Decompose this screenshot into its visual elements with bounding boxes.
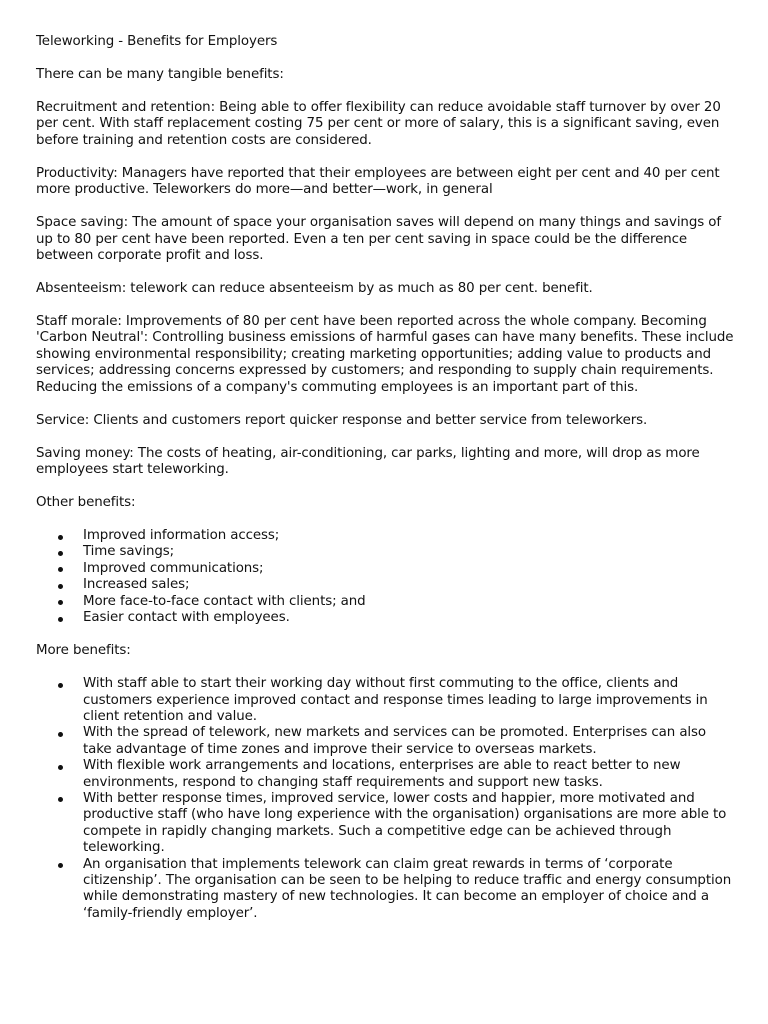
list-item-text: Time savings; <box>83 544 175 560</box>
list-item <box>36 791 736 857</box>
more-benefits-list <box>36 676 736 922</box>
more-benefits-heading: More benefits: <box>36 643 131 659</box>
list-item-text: Improved communications; <box>83 560 264 576</box>
bullet-icon <box>58 732 63 737</box>
list-item-text: An organisation that implements telework can claim great rewards in terms of ‘corporate citizenship’. The organisation can be seen to be helping to reduce traffic and energy consumption while demonstrating mastery of new technologies. It can become an employer of choice and a ‘family-friendly employer’. <box>83 856 732 921</box>
document-title: Teleworking - Benefits for Employers <box>36 34 278 49</box>
list-item <box>36 561 736 577</box>
bullet-icon <box>58 765 63 770</box>
list-item-text: More face-to-face contact with clients; and <box>83 593 366 609</box>
list-item-text: Increased sales; <box>83 577 190 593</box>
list-item-text: With staff able to start their working day without first commuting to the office, clients and customers experience improved contact and response times leading to large improvements in client retention and value. <box>83 676 708 724</box>
bullet-icon <box>58 863 63 868</box>
list-item <box>36 610 736 626</box>
bullet-icon <box>58 797 63 802</box>
list-item <box>36 857 736 923</box>
list-item <box>36 725 736 758</box>
paragraph-service: Service: Clients and customers report quicker response and better service from teleworkers. <box>36 412 648 428</box>
paragraph-saving-money: Saving money: The costs of heating, air-conditioning, car parks, lighting and more, will drop as more employees start teleworking. <box>36 445 700 478</box>
list-item-text: Easier contact with employees. <box>83 610 290 626</box>
bullet-icon <box>58 551 63 556</box>
document-page <box>36 34 736 939</box>
list-item-text: With better response times, improved service, lower costs and happier, more motivated and productive staff (who have long experience with the organisation) organisations are more able to compete in rapidly changing markets. Such a competitive edge can be achieved through teleworking. <box>83 790 727 856</box>
other-benefits-heading: Other benefits: <box>36 495 136 511</box>
paragraph-recruitment: Recruitment and retention: Being able to offer flexibility can reduce avoidable staff turnover by over 20 per cent. With staff replacement costing 75 per cent or more of salary, this is a significant saving, even before training and retention costs are considered. <box>36 100 721 148</box>
paragraph-space-saving: Space saving: The amount of space your organisation saves will depend on many things and savings of up to 80 per cent have been reported. Even a ten per cent saving in space could be the difference between corporate profit and loss. <box>36 215 721 264</box>
list-item <box>36 594 736 610</box>
bullet-icon <box>58 567 63 572</box>
bullet-icon <box>58 600 63 605</box>
paragraph-staff-morale: Staff morale: Improvements of 80 per cent have been reported across the whole company. Becoming 'Carbon Neutral': Controlling business emissions of harmful gases can have many benefits. These include showing environmental responsibility; creating marketing opportunities; adding value to products and services; addressing concerns expressed by customers; and responding to supply chain requirements. Reducing the emissions of a company's commuting employees is an important part of this. <box>36 314 734 395</box>
list-item <box>36 758 736 791</box>
list-item <box>36 577 736 593</box>
paragraph-productivity: Productivity: Managers have reported that their employees are between eight per cent and 40 per cent more productive. Teleworkers do more—and better—work, in general <box>36 165 720 198</box>
paragraph-absenteeism: Absenteeism: telework can reduce absenteeism by as much as 80 per cent. benefit. <box>36 281 593 297</box>
bullet-icon <box>58 617 63 622</box>
bullet-icon <box>58 535 63 540</box>
list-item-text: With the spread of telework, new markets and services can be promoted. Enterprises can also take advantage of time zones and improve their service to overseas markets. <box>83 725 707 757</box>
bullet-icon <box>58 584 63 589</box>
other-benefits-list <box>36 528 736 626</box>
intro-text: There can be many tangible benefits: <box>36 67 284 82</box>
list-item-text: With flexible work arrangements and locations, enterprises are able to react better to new environments, respond to changing staff requirements and support new tasks. <box>83 758 681 790</box>
list-item <box>36 676 736 725</box>
list-item <box>36 544 736 560</box>
list-item-text: Improved information access; <box>83 528 280 544</box>
list-item <box>36 528 736 544</box>
bullet-icon <box>58 683 63 688</box>
